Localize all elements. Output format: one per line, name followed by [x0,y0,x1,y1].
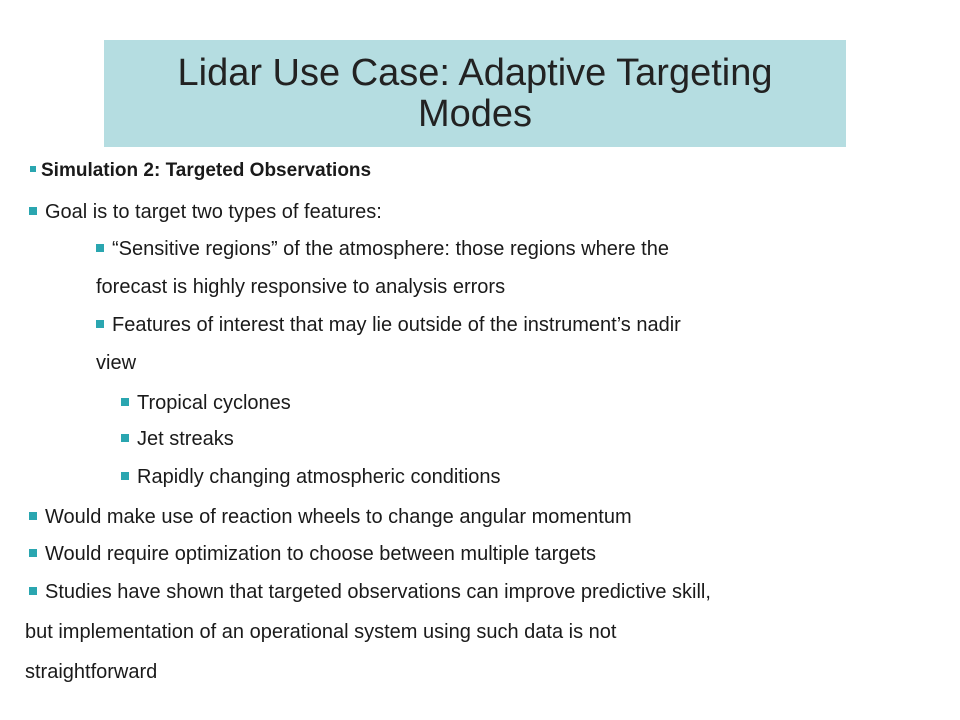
square-bullet-icon [29,549,37,557]
bullet-studies-cont-1: but implementation of an operational system using such data is not [25,621,617,643]
square-bullet-icon [121,472,129,480]
bullet-jet-streaks: Jet streaks [121,427,234,451]
slide-title-line-1: Lidar Use Case: Adaptive Targeting [177,51,773,94]
bullet-sensitive-regions-cont: forecast is highly responsive to analysis errors [96,276,506,298]
bullet-studies-cont-2: straightforward [25,661,158,683]
bullet-rapidly-changing: Rapidly changing atmospheric conditions [121,465,501,489]
square-bullet-icon [29,207,37,215]
square-bullet-icon [121,434,129,442]
square-bullet-icon [96,244,104,252]
bullet-features-of-interest-cont: view [96,352,137,374]
bullet-goal: Goal is to target two types of features: [29,200,382,224]
square-bullet-icon [96,320,104,328]
square-bullet-icon [29,512,37,520]
square-bullet-icon [30,166,36,172]
bullet-reaction-wheels: Would make use of reaction wheels to change angular momentum [29,505,632,529]
square-bullet-icon [121,398,129,406]
bullet-optimization: Would require optimization to choose between multiple targets [29,542,596,566]
slide-title-box [104,40,846,147]
bullet-features-of-interest: Features of interest that may lie outside of the instrument’s nadir [96,313,681,337]
bullet-sensitive-regions: “Sensitive regions” of the atmosphere: those regions where the [96,237,669,261]
bullet-tropical-cyclones: Tropical cyclones [121,391,291,415]
bullet-studies: Studies have shown that targeted observations can improve predictive skill, [29,580,711,604]
bullet-simulation-2: Simulation 2: Targeted Observations [30,159,371,183]
slide-title-line-2: Modes [417,92,533,135]
square-bullet-icon [29,587,37,595]
